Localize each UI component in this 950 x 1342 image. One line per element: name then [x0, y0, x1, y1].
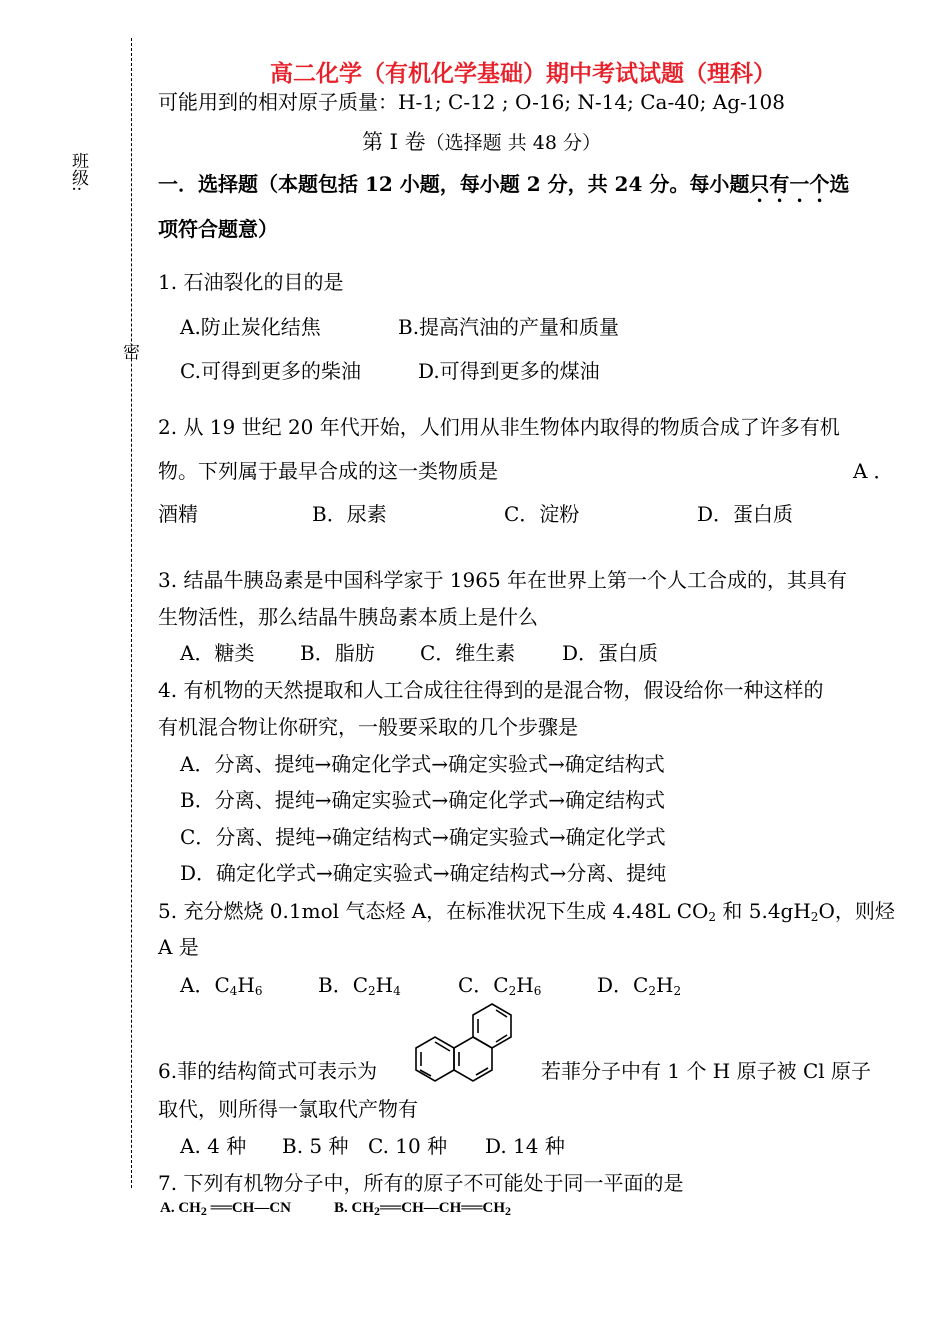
q5-option-c: [458, 969, 541, 998]
exam-title: 高二化学（有机化学基础）期中考试试题（理科）: [270, 60, 776, 87]
q4-option-b: B．分离、提纯→确定实验式→确定化学式→确定结构式: [180, 788, 665, 812]
q5-d-sub2: 2: [673, 984, 682, 998]
q5-c-c: C．C: [458, 973, 509, 997]
q6-option-a: A. 4 种: [180, 1134, 247, 1158]
q7-stem: 7. 下列有机物分子中，所有的原子不可能处于同一平面的是: [158, 1171, 684, 1195]
q5-c-sub1: 2: [508, 984, 517, 998]
q6-option-b: B. 5 种: [282, 1134, 349, 1158]
q5-sub-2: 2: [810, 910, 819, 924]
section-heading: [362, 126, 601, 156]
q5-b-h: H: [375, 973, 394, 997]
q7-b-text: B. CH: [334, 1200, 375, 1216]
q1-option-b: B.提高汽油的产量和质量: [398, 315, 620, 339]
q4-stem-line1: 4. 有机物的天然提取和人工合成往往得到的是混合物，假设给你一种这样的: [158, 678, 824, 702]
q4-option-d: D．确定化学式→确定实验式→确定结构式→分离、提纯: [180, 861, 667, 885]
q7-option-b: [334, 1200, 511, 1217]
q6-stem-line2: 取代，则所得一氯取代产物有: [158, 1097, 418, 1121]
section-title: 第 Ⅰ 卷: [362, 130, 426, 154]
q2-option-d: D．蛋白质: [697, 502, 794, 526]
q1-stem: 1. 石油裂化的目的是: [158, 270, 344, 294]
q5-b-sub1: 2: [368, 984, 376, 998]
section-subtitle: （选择题 共 48 分）: [425, 132, 601, 154]
q7-a-sub: 2: [200, 1204, 207, 1218]
q5-stem-line2: A 是: [158, 935, 199, 959]
class-label: 班级:: [68, 152, 88, 192]
q1-option-a: A.防止炭化结焦: [180, 315, 321, 339]
q3-stem-line2: 生物活性，那么结晶牛胰岛素本质上是什么: [158, 605, 538, 629]
q3-stem-line1: 3. 结晶牛胰岛素是中国科学家于 1965 年在世界上第一个人工合成的，其具有: [158, 568, 848, 592]
intro-text-end: 选: [829, 172, 850, 196]
q3-option-c: C．维生素: [420, 641, 516, 665]
q5-b-c: B．C: [318, 973, 368, 997]
q5-option-b: [318, 969, 401, 998]
q7-b-sub2: 2: [505, 1204, 512, 1218]
q5-stem-line1: [158, 895, 895, 924]
q6-stem-a: 6.菲的结构简式可表示为: [158, 1059, 378, 1083]
q6-option-c: C. 10 种: [368, 1134, 448, 1158]
q2-option-a-label: A．: [853, 459, 900, 483]
q7-b-mid: ══CH—CH══CH: [380, 1200, 506, 1216]
atomic-masses: 可能用到的相对原子质量：H-1; C-12 ; O-16; N-14; Ca-40; Ag-108: [158, 90, 785, 114]
q4-option-a: A．分离、提纯→确定化学式→确定实验式→确定结构式: [180, 752, 665, 776]
q5-a-c: A．C: [180, 973, 230, 997]
q7-b-sub: 2: [374, 1204, 381, 1218]
q4-stem-line2: 有机混合物让你研究，一般要采取的几个步骤是: [158, 715, 578, 739]
q2-stem-line1: 2. 从 19 世纪 20 年代开始，人们用从非生物体内取得的物质合成了许多有机: [158, 415, 840, 439]
q1-option-c: C.可得到更多的柴油: [180, 359, 361, 383]
q5-a-sub2: 6: [254, 984, 263, 998]
phenanthrene-structure-image: [412, 998, 524, 1088]
q7-option-a: [160, 1200, 291, 1217]
q5-a-h: H: [237, 973, 255, 997]
intro-emphasis: 只有一个: [749, 172, 830, 196]
q2-option-b: B．尿素: [312, 502, 387, 526]
q5-d-c: D．C: [597, 973, 649, 997]
q5-a-sub1: 4: [229, 984, 238, 998]
part1-intro: [158, 168, 849, 207]
q5-option-d: [597, 969, 681, 998]
q2-option-c: C．淀粉: [504, 502, 580, 526]
q1-option-d: D.可得到更多的煤油: [418, 359, 600, 383]
q5-b-sub2: 4: [393, 984, 401, 998]
q7-a-text: A. CH: [160, 1200, 201, 1216]
q6-option-d: D. 14 种: [485, 1134, 565, 1158]
q5-sub-1: 2: [708, 910, 717, 924]
binding-cut-line: [131, 38, 132, 1188]
q6-stem-b: 若菲分子中有 1 个 H 原子被 Cl 原子: [541, 1059, 872, 1083]
q5-text-3: O，则烃: [818, 899, 895, 923]
q2-stem-line2: 物。下列属于最早合成的这一类物质是: [158, 459, 498, 483]
q3-option-d: D．蛋白质: [562, 641, 659, 665]
q3-option-b: B．脂肪: [300, 641, 375, 665]
q5-text-2: 和 5.4gH: [716, 899, 811, 923]
seal-char: 密: [119, 343, 139, 360]
q3-option-a: A．糖类: [180, 641, 255, 665]
q5-text-1: 5. 充分燃烧 0.1mol 气态烃 A，在标准状况下生成 4.48L CO: [158, 899, 709, 923]
q2-option-a: 酒精: [158, 502, 198, 526]
q5-d-sub1: 2: [648, 984, 656, 998]
part1-intro-line2: 项符合题意）: [158, 217, 278, 241]
q4-option-c: C．分离、提纯→确定结构式→确定实验式→确定化学式: [180, 825, 666, 849]
q5-d-h: H: [655, 973, 674, 997]
q5-option-a: [180, 969, 262, 998]
q5-c-sub2: 6: [533, 984, 542, 998]
intro-text: 一．选择题（本题包括 12 小题，每小题 2 分，共 24 分。每小题: [158, 172, 750, 196]
q7-a-rest: ══CH—CN: [206, 1200, 292, 1216]
q5-c-h: H: [516, 973, 534, 997]
